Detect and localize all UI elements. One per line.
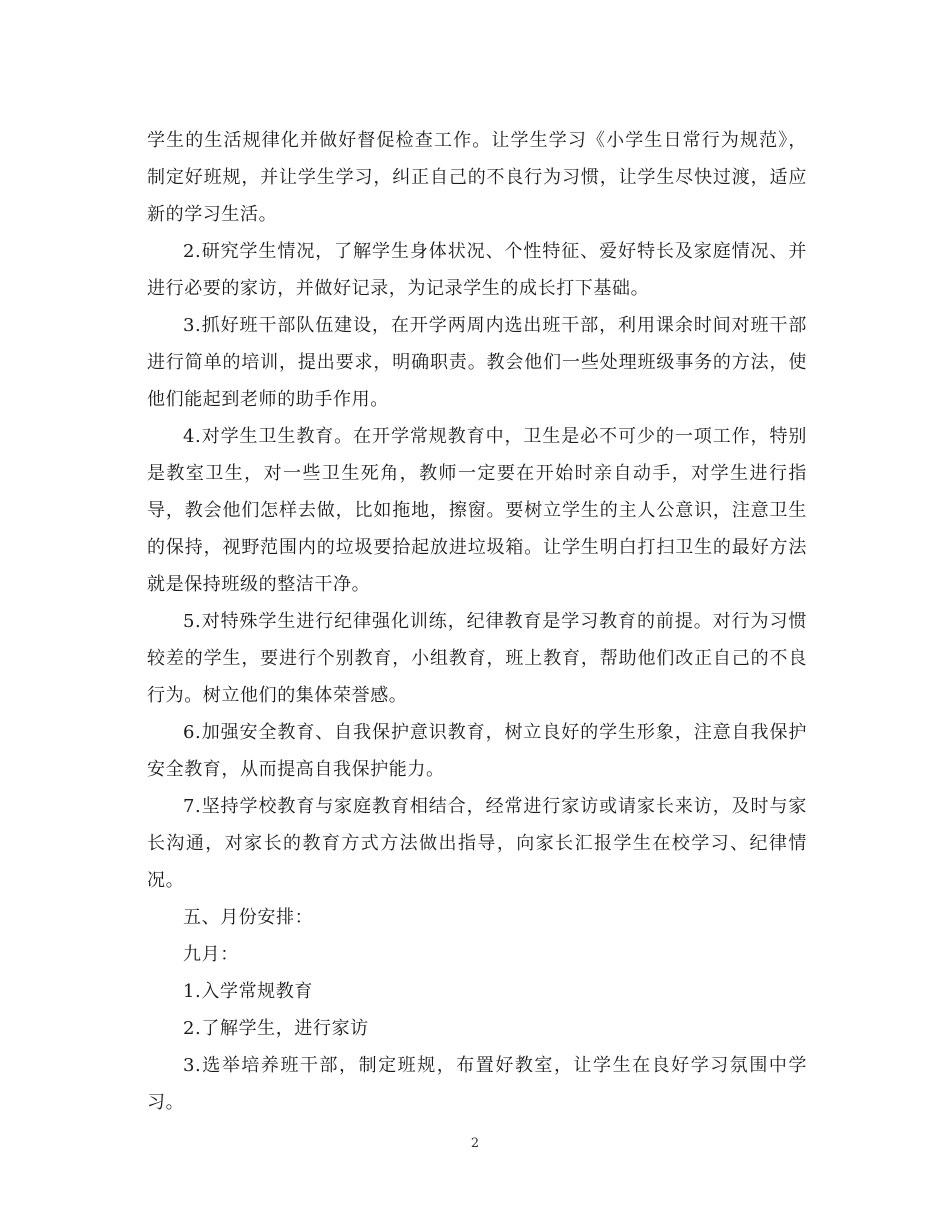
september-item-3: 3.选举培养班干部，制定班规，布置好教室，让学生在良好学习氛围中学习。: [147, 1055, 807, 1113]
paragraph-item-3: 3.抓好班干部队伍建设，在开学两周内选出班干部，利用课余时间对班干部进行简单的培训，提出要求，明确职责。教会他们一些处理班级事务的方法，使他们能起到老师的助手作用。: [147, 315, 807, 410]
september-item-1: 1.入学常规教育: [183, 981, 313, 1002]
paragraph-continuation: 学生的生活规律化并做好督促检查工作。让学生学习《小学生日常行为规范》，制定好班规，并让学生学习，纠正自己的不良行为习惯，让学生尽快过渡，适应新的学习生活。: [147, 130, 807, 225]
section-heading-monthly-plan: 五、月份安排：: [183, 907, 314, 928]
document-body: [147, 122, 807, 1121]
paragraph-item-5: 5.对特殊学生进行纪律强化训练，纪律教育是学习教育的前提。对行为习惯较差的学生，要进行个别教育，小组教育，班上教育，帮助他们改正自己的不良行为。树立他们的集体荣誉感。: [147, 611, 807, 706]
paragraph-item-2: 2.研究学生情况，了解学生身体状况、个性特征、爱好特长及家庭情况、并进行必要的家访，并做好记录，为记录学生的成长打下基础。: [147, 241, 807, 299]
september-item-2: 2.了解学生，进行家访: [183, 1018, 369, 1039]
month-heading-september: 九月：: [183, 944, 239, 965]
paragraph-item-6: 6.加强安全教育、自我保护意识教育，树立良好的学生形象，注意自我保护安全教育，从而提高自我保护能力。: [147, 722, 807, 780]
paragraph-item-7: 7.坚持学校教育与家庭教育相结合，经常进行家访或请家长来访，及时与家长沟通，对家长的教育方式方法做出指导，向家长汇报学生在校学习、纪律情况。: [147, 796, 807, 891]
paragraph-item-4: 4.对学生卫生教育。在开学常规教育中，卫生是必不可少的一项工作，特别是教室卫生，对一些卫生死角，教师一定要在开始时亲自动手，对学生进行指导，教会他们怎样去做，比如拖地，擦窗。要树立学生的主人公意识，注意卫生的保持，视野范围内的垃圾要拾起放进垃圾箱。让学生明白打扫卫生的最好方法就是保持班级的整洁干净。: [147, 426, 807, 595]
page-number: 2: [470, 1136, 480, 1151]
